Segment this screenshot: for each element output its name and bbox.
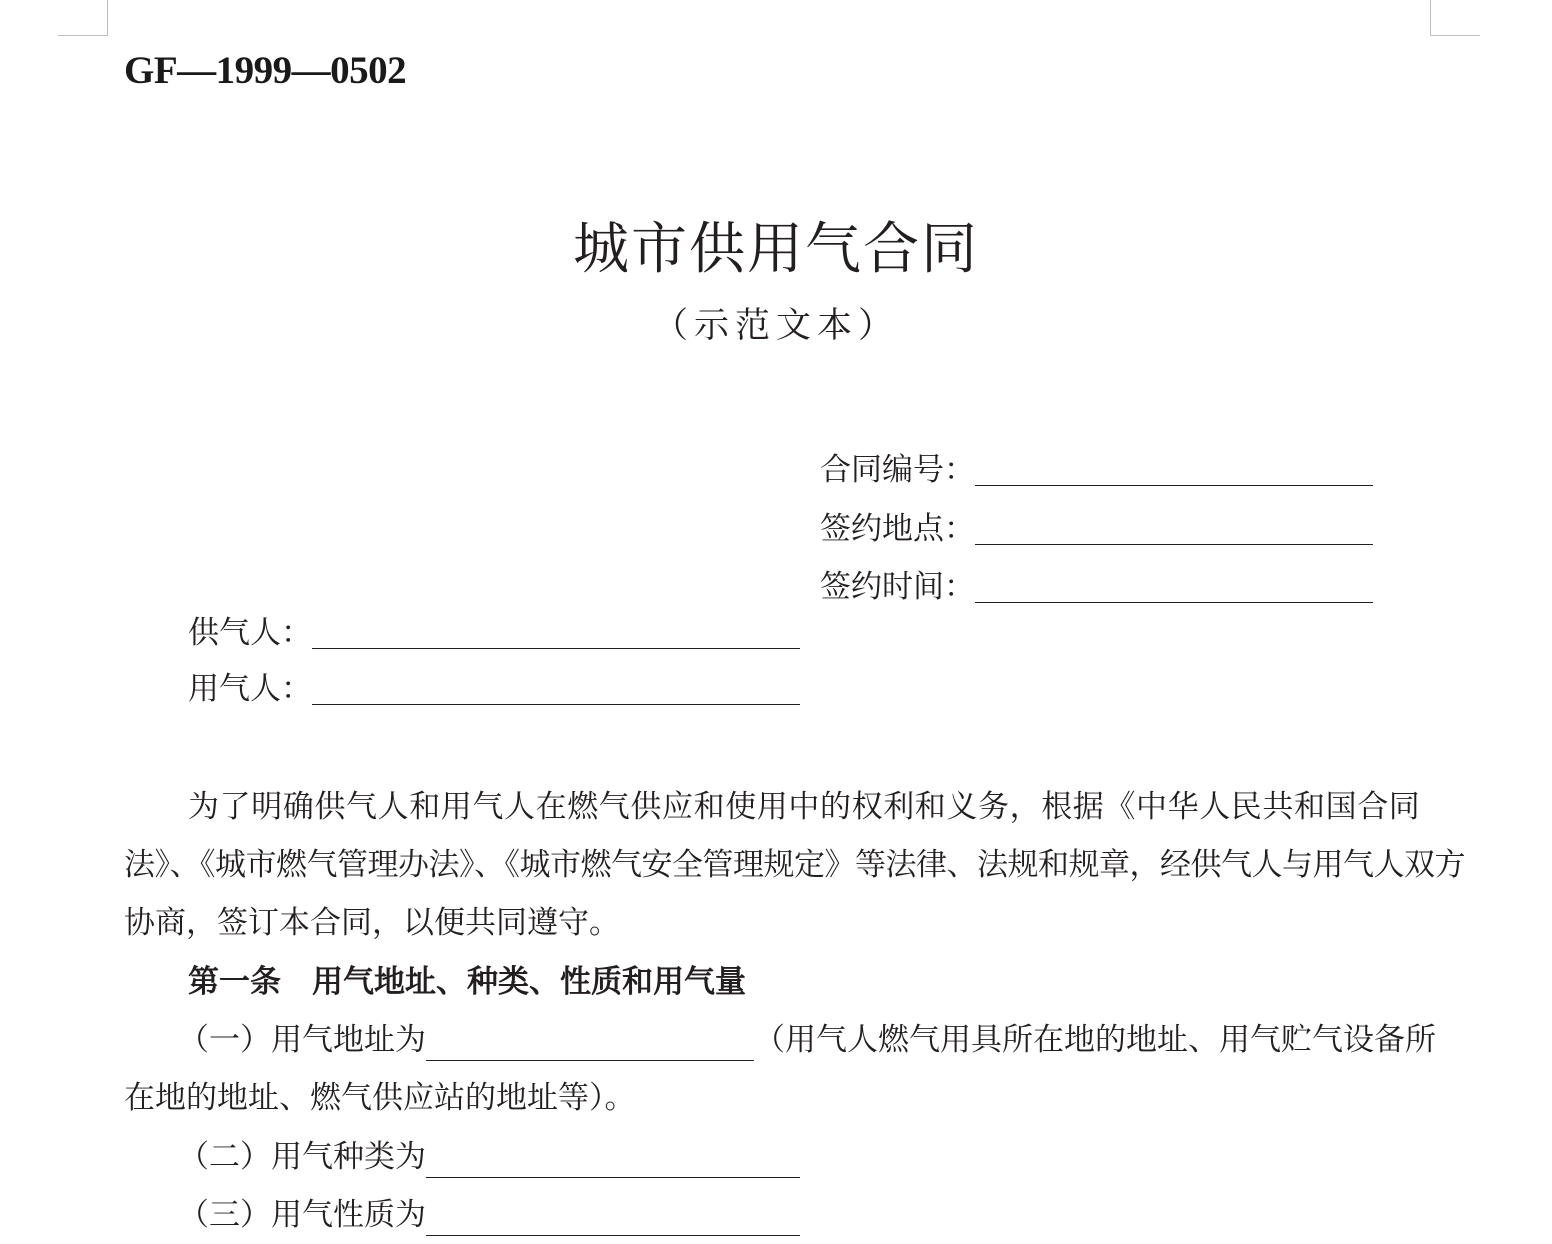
preamble-line-2: 法》、《城市燃气管理办法》、《城市燃气安全管理规定》等法律、法规和规章，经供气人与用气人双方 [124,847,1465,883]
crop-mark-top-left [58,0,108,36]
contract-number-label: 合同编号： [820,452,975,488]
user-label: 用气人： [188,671,312,707]
signing-place-field [820,507,1373,549]
preamble-line-1: 为了明确供气人和用气人在燃气供应和使用中的权利和义务，根据《中华人民共和国合同 [188,789,1421,825]
supplier-label: 供气人： [188,615,312,651]
supplier-field [188,611,800,653]
article-1-item-3 [178,1186,800,1244]
signing-time-blank[interactable] [975,564,1373,603]
crop-mark-top-right [1430,0,1480,36]
contract-number-field [820,448,1373,490]
item-3-label: （三）用气性质为 [178,1197,426,1233]
preamble-line-3: 协商，签订本合同，以便共同遵守。 [124,905,620,941]
supplier-blank[interactable] [312,610,800,649]
item-2-label: （二）用气种类为 [178,1139,426,1175]
item-1-suffix: （用气人燃气用具所在地的地址、用气贮气设备所 [754,1022,1436,1058]
article-1-item-1-continued: 在地的地址、燃气供应站的地址等）。 [124,1080,636,1116]
signing-time-field [820,565,1373,607]
gas-address-blank[interactable] [426,1024,754,1061]
user-blank[interactable] [312,666,800,705]
signing-place-label: 签约地点： [820,511,975,547]
item-1-prefix: （一）用气地址为 [178,1022,426,1058]
article-1-item-2 [178,1128,800,1186]
standard-code: GF—1999—0502 [124,49,407,92]
document-title: 城市供用气合同 [573,217,979,282]
signing-time-label: 签约时间： [820,569,975,605]
gas-nature-blank[interactable] [426,1199,800,1236]
gas-type-blank[interactable] [426,1141,800,1178]
signing-place-blank[interactable] [975,506,1373,545]
contract-number-blank[interactable] [975,447,1373,486]
user-field [188,667,800,709]
document-subtitle: （示范文本） [652,306,899,346]
article-1-item-1 [178,1011,1436,1069]
article-1-heading: 第一条 用气地址、种类、性质和用气量 [188,964,746,1000]
